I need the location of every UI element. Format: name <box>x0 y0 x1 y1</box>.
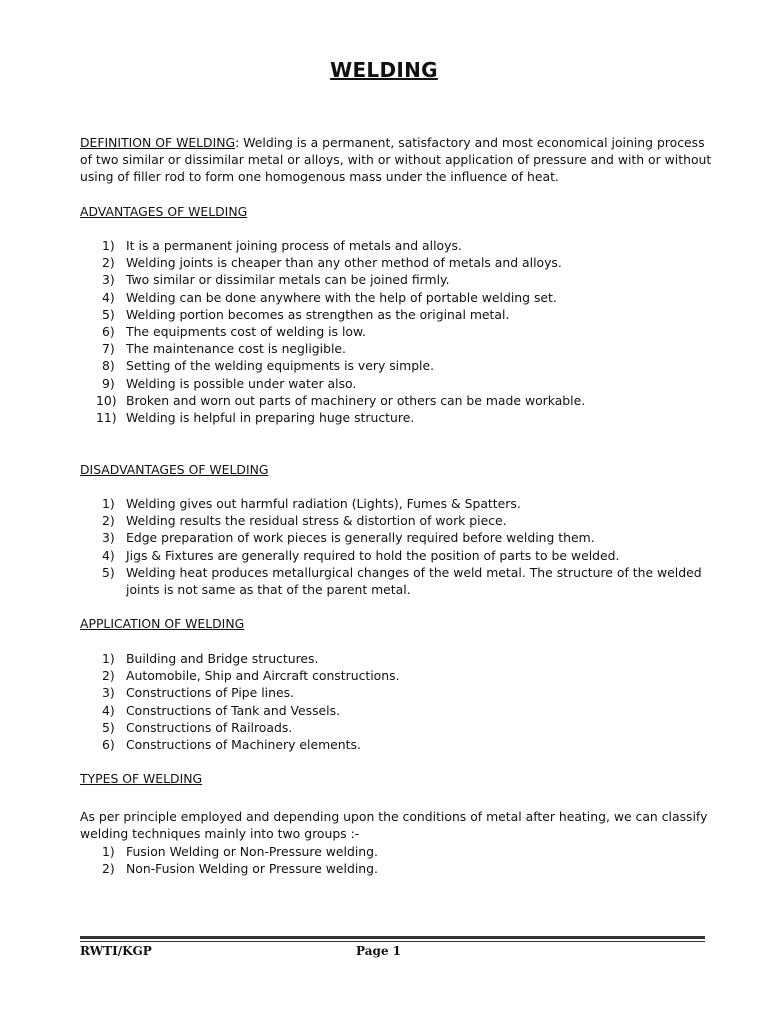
types-intro: As per principle employed and depending upon the conditions of metal after heating, we can classify welding techniques mainly into two groups :- <box>80 809 708 841</box>
application-item <box>80 736 720 753</box>
list-item-number: 7) <box>102 341 115 357</box>
list-item-number: 1) <box>102 844 115 859</box>
list-item-number: 10) <box>96 392 117 408</box>
page-title: WELDING <box>330 58 438 82</box>
applications-heading: APPLICATION OF WELDING <box>80 616 245 631</box>
definition-label: DEFINITION OF WELDING <box>80 135 236 150</box>
list-item-number: 2) <box>102 861 115 877</box>
list-item-number: 4) <box>102 289 115 305</box>
advantages-heading: ADVANTAGES OF WELDING <box>80 204 248 219</box>
list-item-number: 9) <box>102 375 115 391</box>
list-item-number: 5) <box>102 306 115 322</box>
disadvantages-list <box>80 495 720 598</box>
list-item-text: It is a permanent joining process of metals and alloys. <box>126 238 462 253</box>
definition-text: : Welding is a permanent, satisfactory and most economical joining process of two similar or dissimilar metal or alloys, with or without application of pressure and with or without using of filler rod to form one homogenous mass under the influence of heat. <box>80 135 712 184</box>
advantage-item <box>80 357 720 374</box>
advantages-list <box>80 237 720 426</box>
list-item-text: Welding gives out harmful radiation (Lights), Fumes & Spatters. <box>126 496 521 511</box>
list-item-number: 1) <box>102 496 115 511</box>
type-item <box>80 860 720 877</box>
list-item-text: Welding can be done anywhere with the help of portable welding set. <box>126 289 557 305</box>
list-item-text: Automobile, Ship and Aircraft constructions. <box>126 668 400 684</box>
list-item-text: Welding is possible under water also. <box>126 375 357 391</box>
list-item-number: 8) <box>102 358 115 374</box>
list-item-text: Constructions of Tank and Vessels. <box>126 702 341 718</box>
applications-list <box>80 650 720 753</box>
list-item-text: Constructions of Machinery elements. <box>126 737 361 753</box>
list-item-number: 1) <box>102 651 115 666</box>
advantage-item <box>80 392 720 409</box>
list-item-text: Edge preparation of work pieces is generally required before welding them. <box>126 530 595 546</box>
advantage-item <box>80 289 720 306</box>
list-item-text: Non-Fusion Welding or Pressure welding. <box>126 861 378 877</box>
list-item-number: 5) <box>102 564 115 580</box>
disadvantage-item <box>80 512 720 529</box>
advantage-item <box>80 375 720 392</box>
list-item-text: Welding portion becomes as strengthen as the original metal. <box>126 306 510 322</box>
disadvantage-item <box>80 495 720 512</box>
disadvantages-heading: DISADVANTAGES OF WELDING <box>80 462 269 477</box>
list-item-text: Welding results the residual stress & distortion of work piece. <box>126 513 507 529</box>
list-item-number: 6) <box>102 737 115 753</box>
list-item-text: Fusion Welding or Non-Pressure welding. <box>126 844 378 859</box>
advantage-item <box>80 254 720 271</box>
advantage-item <box>80 409 720 426</box>
list-item-text: Setting of the welding equipments is very simple. <box>126 358 435 374</box>
application-item <box>80 667 720 684</box>
application-item <box>80 702 720 719</box>
list-item-number: 4) <box>102 547 115 563</box>
advantage-item <box>80 323 720 340</box>
disadvantage-item <box>80 529 720 546</box>
application-item <box>80 650 720 667</box>
list-item-number: 5) <box>102 719 115 735</box>
list-item-text: Welding joints is cheaper than any other method of metals and alloys. <box>126 255 562 271</box>
list-item-number: 1) <box>102 238 115 253</box>
list-item-number: 6) <box>102 324 115 340</box>
types-list <box>80 843 720 877</box>
list-item-number: 2) <box>102 668 115 684</box>
list-item-text: The equipments cost of welding is low. <box>126 324 366 340</box>
list-item-text: Broken and worn out parts of machinery or others can be made workable. <box>126 392 586 408</box>
application-item <box>80 719 720 736</box>
list-item-text: Jigs & Fixtures are generally required to hold the position of parts to be welded. <box>126 547 620 563</box>
list-item-number: 3) <box>102 272 115 288</box>
disadvantage-item <box>80 564 720 598</box>
footer-rule-thick <box>80 936 705 939</box>
list-item-text: Welding heat produces metallurgical changes of the weld metal. The structure of the welded joints is not same as that of the parent metal. <box>126 564 702 598</box>
advantage-item <box>80 306 720 323</box>
application-item <box>80 684 720 701</box>
footer-page-number: Page 1 <box>356 944 402 958</box>
list-item-number: 11) <box>96 410 117 426</box>
advantage-item <box>80 237 720 254</box>
advantage-item <box>80 271 720 288</box>
list-item-number: 2) <box>102 255 115 271</box>
list-item-number: 3) <box>102 685 115 701</box>
advantage-item <box>80 340 720 357</box>
footer-institution: RWTI/KGP <box>80 944 152 958</box>
types-heading: TYPES OF WELDING <box>80 771 203 786</box>
type-item <box>80 843 720 860</box>
list-item-number: 3) <box>102 530 115 546</box>
definition-paragraph <box>80 134 720 185</box>
list-item-text: Constructions of Pipe lines. <box>126 685 294 701</box>
list-item-number: 2) <box>102 513 115 529</box>
footer-rule-thin <box>80 941 705 942</box>
list-item-text: Two similar or dissimilar metals can be joined firmly. <box>126 272 450 288</box>
list-item-text: Welding is helpful in preparing huge structure. <box>126 410 415 426</box>
list-item-number: 4) <box>102 702 115 718</box>
list-item-text: Constructions of Railroads. <box>126 719 293 735</box>
list-item-text: The maintenance cost is negligible. <box>126 341 346 357</box>
list-item-text: Building and Bridge structures. <box>126 651 319 666</box>
disadvantage-item <box>80 547 720 564</box>
